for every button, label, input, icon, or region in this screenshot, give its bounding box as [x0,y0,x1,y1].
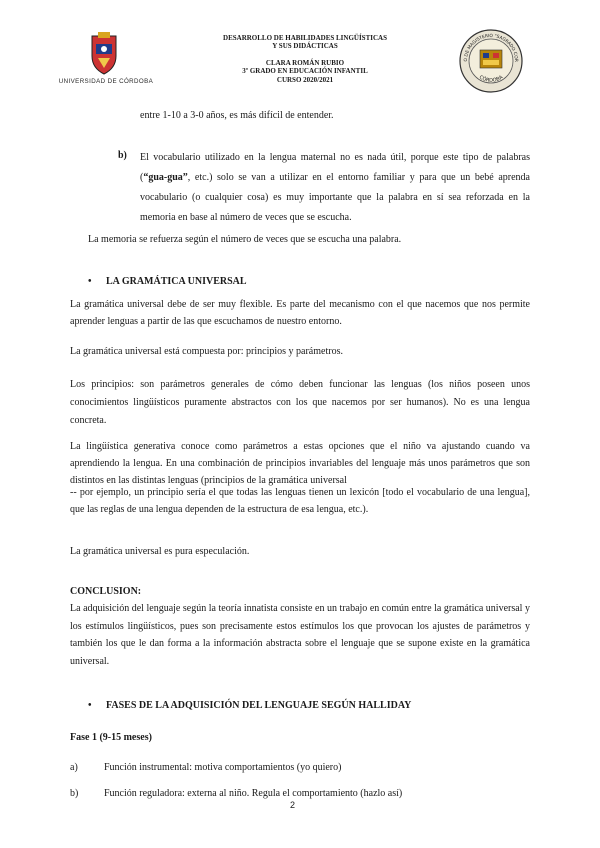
header-line-subject-1: DESARROLLO DE HABILIDADES LINGÜÍSTICAS [223,34,387,42]
paragraph-linguistica-generativa: La lingüística generativa conoce como parámetros a estas opciones que el niño va ajustando cuando va aprendiendo la lengua. En una combinación de principios invariables del lenguaje más unos parámetros que son distintos en las distintas lenguas (principios de la gramática universal [70,441,530,486]
list-marker-b2: b) [70,788,79,799]
university-logo [58,32,154,90]
header-line-subject-2: Y SUS DIDÁCTICAS [272,42,338,51]
bullet-icon: • [88,276,92,287]
university-crest-icon [84,32,124,76]
header-line-course: CURSO 2020/2021 [276,75,334,84]
fase-1-title: Fase 1 (9-15 meses) [70,732,152,743]
college-seal [458,28,524,94]
college-seal-icon [458,28,524,94]
list-marker-b: b) [118,150,127,161]
paragraph-principios: Los principios: son parámetros generales de cómo deben funcionar las lenguas (los niños poseen unos conocimientos lingüísticos puramente abstractos con los que nacemos por ser humanos). No es una lengua concreta. [70,379,530,426]
heading-text: FASES DE LA ADQUISICIÓN DEL LENGUAJE SEGÚN HALLIDAY [106,700,412,711]
header-text [190,34,420,84]
university-name: UNIVERSIDAD DE CÓRDOBA [58,78,154,85]
list-item-b-text: El vocabulario utilizado en la lengua maternal no es nada útil, porque este tipo de palabras (“gua-gua”, etc.) solo se van a utilizar en el entorno familiar y para que un bebé aprenda vocabulario (o cualquier cosa) es muy importante que la palabra en sí sea reforzada en la memoria en base al número de veces que se escucha. [140,152,530,223]
list-item-a-text: Función instrumental: motiva comportamientos (yo quiero) [104,762,342,773]
seal-text-bottom: CÓRDOBA [477,74,505,84]
paragraph-gu-compuesta: La gramática universal está compuesta por: principios y parámetros. [70,346,343,357]
page-header [0,28,600,88]
paragraph-conclusion: La adquisición del lenguaje según la teoría innatista consiste en un trabajo en común entre la gramática universal y los estímulos lingüísticos, pues son precisamente estos estímulos los que provocan los ajustes de parámetros y también los que le dan forma a la información abstracta sobre el lenguaje que se supone existe en la gramática universal. [70,603,530,667]
paragraph-gu-flexible: La gramática universal debe de ser muy flexible. Es parte del mecanismo con el que nacemos que nos permite aprender lenguas a partir de las que escuchamos de nuestro entorno. [70,299,530,327]
seal-text-top: O DE MAGISTERIO "SAGRADO COR [463,33,519,62]
gua-gua-term: “gua-gua” [143,172,188,183]
header-line-degree: 3º GRADO EN EDUCACIÓN INFANTIL [242,67,368,76]
header-line-author: CLARA ROMÁN RUBIO [265,58,345,67]
paragraph-continued: entre 1-10 a 3-0 años, es más difícil de entender. [140,110,334,121]
bullet-icon: • [88,700,92,711]
list-marker-a: a) [70,762,78,773]
paragraph-memoria: La memoria se refuerza según el número de veces que se escucha una palabra. [88,234,402,245]
heading-text: LA GRAMÁTICA UNIVERSAL [106,276,247,287]
paragraph-especulacion: La gramática universal es pura especulación. [70,546,250,557]
page-number: 2 [290,800,296,810]
paragraph-ejemplo: -- por ejemplo, un principio sería el que todas las lenguas tienen un lexicón [todo el vocabulario de una lengua], que las reglas de una lengua dependen de la estructura de esa lengua, etc.). [70,487,530,515]
conclusion-title: CONCLUSION: [70,586,142,597]
list-item-b2-text: Función reguladora: externa al niño. Regula el comportamiento (hazlo así) [104,788,403,799]
